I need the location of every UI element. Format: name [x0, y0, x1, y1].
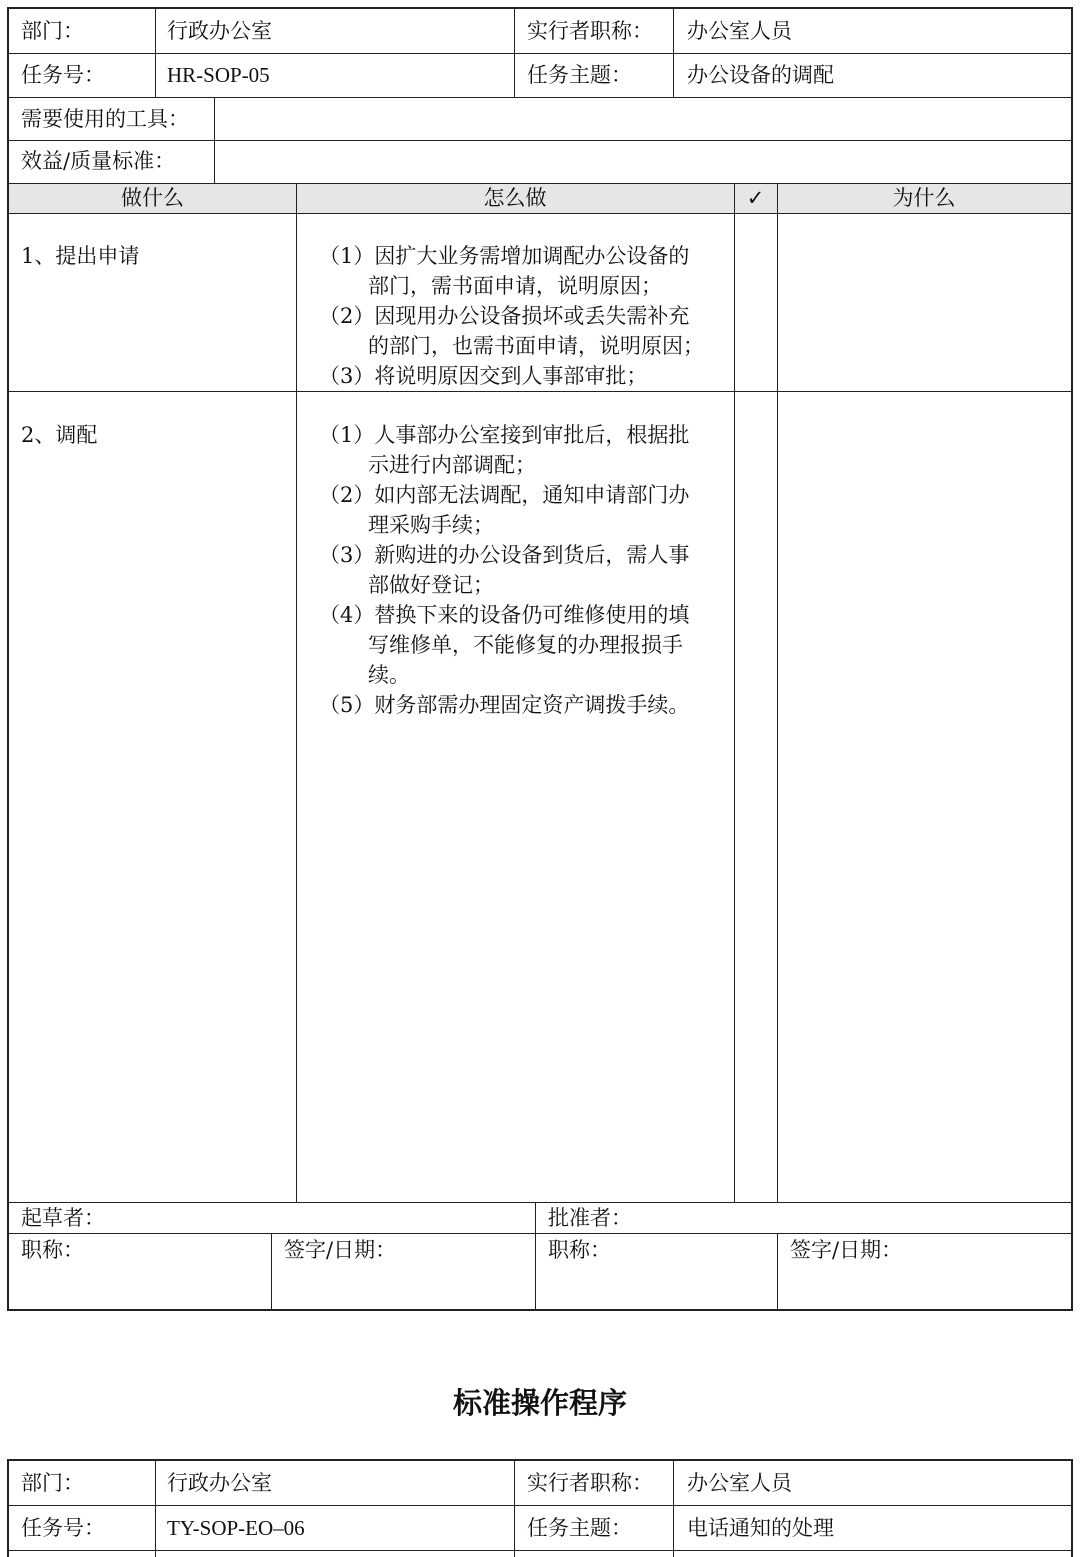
divider: [9, 1202, 1071, 1203]
instruction-line: （1）人事部办公室接到审批后，根据批: [319, 423, 690, 447]
instruction-line: （5）财务部需办理固定资产调拨手续。: [319, 693, 690, 717]
step-instructions: [319, 420, 689, 720]
step-instructions: [319, 241, 704, 391]
instruction-line: （4）替换下来的设备仍可维修使用的填: [319, 603, 690, 627]
instruction-line: （3）新购进的办公设备到货后，需人事: [319, 543, 690, 567]
divider: [514, 9, 515, 97]
drafter-sign-label: 签字/日期：: [284, 1238, 397, 1262]
dept-value: 行政办公室: [167, 19, 272, 43]
divider: [9, 1550, 1071, 1551]
step-title: 2、调配: [21, 423, 98, 447]
approver-sign-label: 签字/日期：: [790, 1238, 903, 1262]
instruction-line: （2）如内部无法调配，通知申请部门办: [319, 483, 690, 507]
executor-label: 实行者职称：: [527, 1471, 653, 1495]
drafter-label: 起草者：: [21, 1206, 105, 1230]
dept-label: 部门：: [21, 1471, 84, 1495]
executor-label: 实行者职称：: [527, 19, 653, 43]
dept-value: 行政办公室: [167, 1471, 272, 1495]
column-header-how: 怎么做: [483, 186, 547, 210]
executor-value: 办公室人员: [687, 1471, 792, 1495]
step-title: 1、提出申请: [21, 244, 140, 268]
divider: [9, 1233, 1071, 1234]
divider: [9, 213, 1071, 214]
divider: [9, 97, 1071, 98]
column-header-what: 做什么: [121, 186, 184, 210]
divider: [9, 391, 1071, 392]
divider: [734, 183, 735, 1202]
task-topic-value: 电话通知的处理: [687, 1516, 834, 1540]
divider: [777, 183, 778, 1202]
approver-title-label: 职称：: [548, 1238, 611, 1262]
instruction-line: （3）将说明原因交到人事部审批；: [319, 364, 648, 388]
task-no-value: TY-SOP-EO–06: [167, 1516, 305, 1540]
divider: [9, 140, 1071, 141]
instruction-line: 部做好登记；: [368, 573, 494, 597]
divider: [155, 9, 156, 97]
divider: [214, 97, 215, 183]
dept-label: 部门：: [21, 19, 84, 43]
divider: [514, 1461, 515, 1557]
divider: [673, 9, 674, 97]
task-topic-value: 办公设备的调配: [687, 63, 834, 87]
task-topic-label: 任务主题：: [527, 63, 632, 87]
instruction-line: 续。: [368, 663, 410, 687]
instruction-line: 部门，需书面申请，说明原因；: [368, 274, 662, 298]
divider: [9, 53, 1071, 54]
divider: [9, 1505, 1071, 1506]
task-topic-label: 任务主题：: [527, 1516, 632, 1540]
tools-label: 需要使用的工具：: [21, 107, 189, 131]
divider: [673, 1461, 674, 1557]
task-no-value: HR-SOP-05: [167, 63, 270, 87]
document-title: 标准操作程序: [452, 1386, 627, 1420]
instruction-line: 的部门，也需书面申请，说明原因；: [368, 334, 704, 358]
divider: [777, 1233, 778, 1309]
instruction-line: （1）因扩大业务需增加调配办公设备的: [319, 244, 690, 268]
instruction-line: 理采购手续；: [368, 513, 494, 537]
divider: [271, 1233, 272, 1309]
approver-label: 批准者：: [548, 1206, 632, 1230]
executor-value: 办公室人员: [687, 19, 792, 43]
divider: [9, 183, 1071, 184]
instruction-line: 写维修单，不能修复的办理报损手: [368, 633, 683, 657]
divider: [535, 1202, 536, 1309]
divider: [155, 1461, 156, 1557]
instruction-line: （2）因现用办公设备损坏或丢失需补充: [319, 304, 690, 328]
task-no-label: 任务号：: [21, 1516, 105, 1540]
column-header-why: 为什么: [892, 186, 956, 210]
standard-label: 效益/质量标准：: [21, 149, 176, 173]
task-no-label: 任务号：: [21, 63, 105, 87]
instruction-line: 示进行内部调配；: [368, 453, 536, 477]
divider: [296, 183, 297, 1202]
column-header-check: ✓: [746, 186, 765, 210]
drafter-title-label: 职称：: [21, 1238, 84, 1262]
